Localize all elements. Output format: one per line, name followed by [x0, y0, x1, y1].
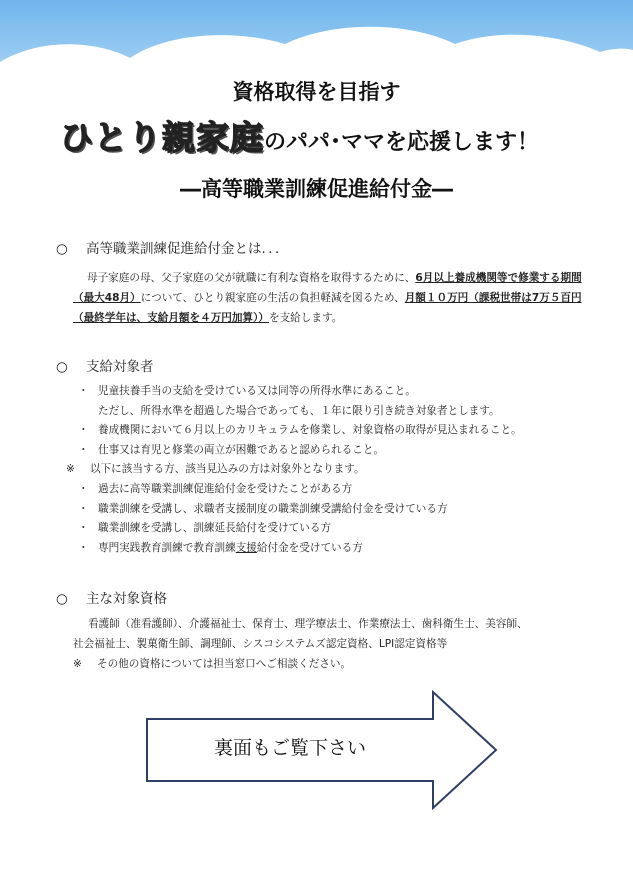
section1-text-e: を支給します。	[268, 312, 343, 324]
list-item: ・ 職業訓練を受講し、訓練延長給付を受けている方	[76, 519, 596, 539]
qualifications-line-2: 社会福祉士、製菓衛生師、調理師、シスコシステムズ認定資格、LPI認定資格等	[73, 638, 448, 650]
dot-bullet-icon: ・	[78, 443, 89, 456]
circle-bullet-icon: ○	[56, 359, 68, 375]
section3-heading	[56, 587, 167, 607]
section1-paragraph	[73, 268, 588, 328]
list-item: ・ 専門実践教育訓練で教育訓練支援給付金を受けている方	[76, 539, 596, 559]
dot-bullet-icon: ・	[78, 385, 89, 397]
section2-heading	[56, 355, 154, 375]
dot-bullet-icon: ・	[78, 502, 89, 515]
list-item-continuation: ただし、所得水準を超過した場合であっても、１年に限り引き続き対象者とします。	[98, 404, 500, 417]
list-item: ・ 職業訓練を受講し、求職者支援制度の職業訓練受講給付金を受けている方	[76, 500, 596, 520]
title-line-1: 資格取得を目指す	[232, 80, 401, 104]
title-line-3: ―高等職業訓練促進給付金―	[180, 177, 453, 201]
qualifications-line-1: 看護師（准看護師）、介護福祉士、保育士、理学療法士、作業療法士、歯科衛生士、美容師、	[88, 618, 528, 630]
section1-text-d: 月額１０万円（課税世帯は7万５百円（最終学年は、支給月額を４万円加算））	[73, 292, 582, 324]
section1-heading	[56, 237, 289, 257]
note-mark-icon: ※	[66, 463, 75, 476]
list-item: ・ 養成機関において６月以上のカリキュラムを修業し、対象資格の取得が見込まれること。	[76, 421, 596, 441]
section1-text-c: について、ひとり親家庭の生活の負担軽減を図るため、	[140, 292, 405, 304]
title-line-2-rest: のパパ･ママを応援します！	[264, 130, 540, 155]
title-emphasis: ひとり親家庭	[60, 118, 264, 157]
dot-bullet-icon: ・	[78, 541, 89, 554]
dot-bullet-icon: ・	[78, 482, 89, 495]
dot-bullet-icon: ・	[78, 424, 89, 437]
eligibility-list	[66, 382, 596, 558]
section3-heading-text: 主な対象資格	[86, 591, 167, 607]
title-line-2	[60, 112, 539, 159]
section1-text-b: 6月以上養成機関等で修業する期間（最大48月）	[73, 272, 582, 304]
see-reverse-label: 裏面もご覧下さい	[213, 737, 366, 759]
circle-bullet-icon: ○	[56, 241, 68, 257]
qualifications-note: ※ その他の資格については担当窓口へご相談ください。	[73, 654, 593, 674]
list-item: ・ 過去に高等職業訓練促進給付金を受けたことがある方	[76, 480, 596, 500]
list-item: ・ 児童扶養手当の支給を受けている又は同等の所得水準にあること。	[76, 382, 596, 402]
note-mark-icon: ※	[73, 658, 82, 670]
section1-heading-text: 高等職業訓練促進給付金とは．．．	[86, 241, 289, 257]
list-item: ・ 仕事又は育児と修業の両立が困難であると認められること。	[76, 441, 596, 461]
circle-bullet-icon: ○	[56, 591, 68, 607]
qualifications-block	[73, 614, 593, 674]
exclusion-note: ※ 以下に該当する方、該当見込みの方は対象外となります。	[66, 460, 596, 480]
dot-bullet-icon: ・	[78, 522, 89, 535]
section1-text-a: 母子家庭の母、父子家庭の父が就職に有利な資格を取得するために、	[87, 272, 416, 284]
section2-heading-text: 支給対象者	[86, 359, 154, 375]
